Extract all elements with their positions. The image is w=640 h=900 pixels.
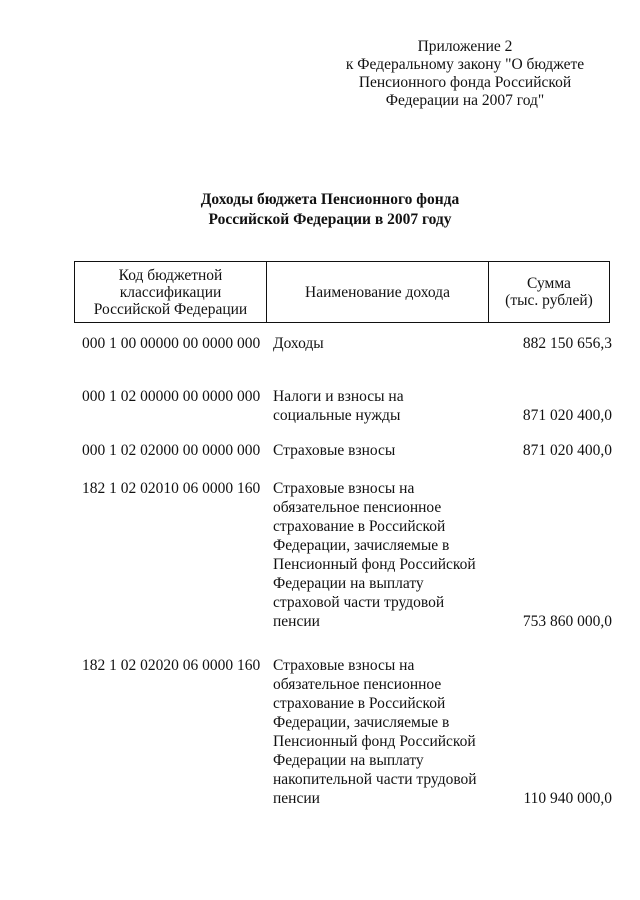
row-name-line: Федерации, зачисляемые в (273, 714, 450, 731)
row-name-line: накопительной части трудовой (273, 771, 477, 788)
row-name-line: Страховые взносы на (273, 480, 415, 497)
row-name-line: Федерации на выплату (273, 752, 424, 769)
appendix-line: Приложение 2 (417, 38, 513, 55)
appendix-header (330, 38, 600, 110)
header-name-line: Наименование дохода (305, 283, 450, 301)
row-sum: 871 020 400,0 (522, 407, 612, 424)
row-name-line: страхование в Российской (273, 518, 446, 535)
row-code: 182 1 02 02010 06 0000 160 (82, 480, 261, 497)
appendix-line: Пенсионного фонда Российской (358, 74, 572, 91)
table-header (74, 261, 610, 323)
header-sum-cell (489, 262, 609, 322)
row-name-line: Пенсионный фонд Российской (273, 556, 476, 573)
row-name (273, 387, 503, 425)
row-name-line: страховой части трудовой (273, 594, 445, 611)
row-name-line: обязательное пенсионное (273, 499, 442, 516)
header-code-cell (75, 262, 267, 322)
header-code-line: Код бюджетной (118, 266, 223, 284)
row-sum: 871 020 400,0 (522, 442, 612, 459)
row-name-line: Федерации на выплату (273, 575, 424, 592)
row-name-line: пенсии (273, 790, 320, 807)
row-name-line: Пенсионный фонд Российской (273, 733, 476, 750)
row-name (273, 656, 503, 808)
appendix-line: к Федеральному закону "О бюджете (345, 56, 585, 73)
document-title (120, 190, 540, 230)
header-sum-line: (тыс. рублей) (505, 292, 593, 309)
row-sum: 882 150 656,3 (522, 335, 612, 352)
row-name-line: обязательное пенсионное (273, 676, 442, 693)
row-code: 000 1 02 02000 00 0000 000 (82, 442, 261, 459)
header-name-cell (267, 262, 489, 322)
row-name-line: Федерации, зачисляемые в (273, 537, 450, 554)
title-line: Доходы бюджета Пенсионного фонда (200, 191, 460, 208)
row-name-line: социальные нужды (273, 407, 401, 424)
row-name (273, 334, 503, 353)
row-sum: 110 940 000,0 (523, 790, 612, 807)
row-name (273, 479, 503, 631)
appendix-line: Федерации на 2007 год" (385, 92, 545, 109)
row-name-line: Налоги и взносы на (273, 388, 404, 405)
row-sum: 753 860 000,0 (522, 613, 612, 630)
header-sum-line: Сумма (527, 275, 571, 292)
row-name-line: Страховые взносы на (273, 657, 415, 674)
row-name (273, 441, 503, 460)
row-code: 000 1 02 00000 00 0000 000 (82, 388, 261, 405)
row-code: 000 1 00 00000 00 0000 000 (82, 335, 261, 352)
row-code: 182 1 02 02020 06 0000 160 (82, 657, 261, 674)
row-name-line: Доходы (273, 335, 324, 352)
title-line: Российской Федерации в 2007 году (208, 211, 452, 228)
header-code-line: Российской Федерации (93, 300, 248, 318)
row-name-line: страхование в Российской (273, 695, 446, 712)
row-name-line: Страховые взносы (273, 442, 396, 459)
row-name-line: пенсии (273, 613, 320, 630)
header-code-line: классификации (119, 283, 222, 301)
